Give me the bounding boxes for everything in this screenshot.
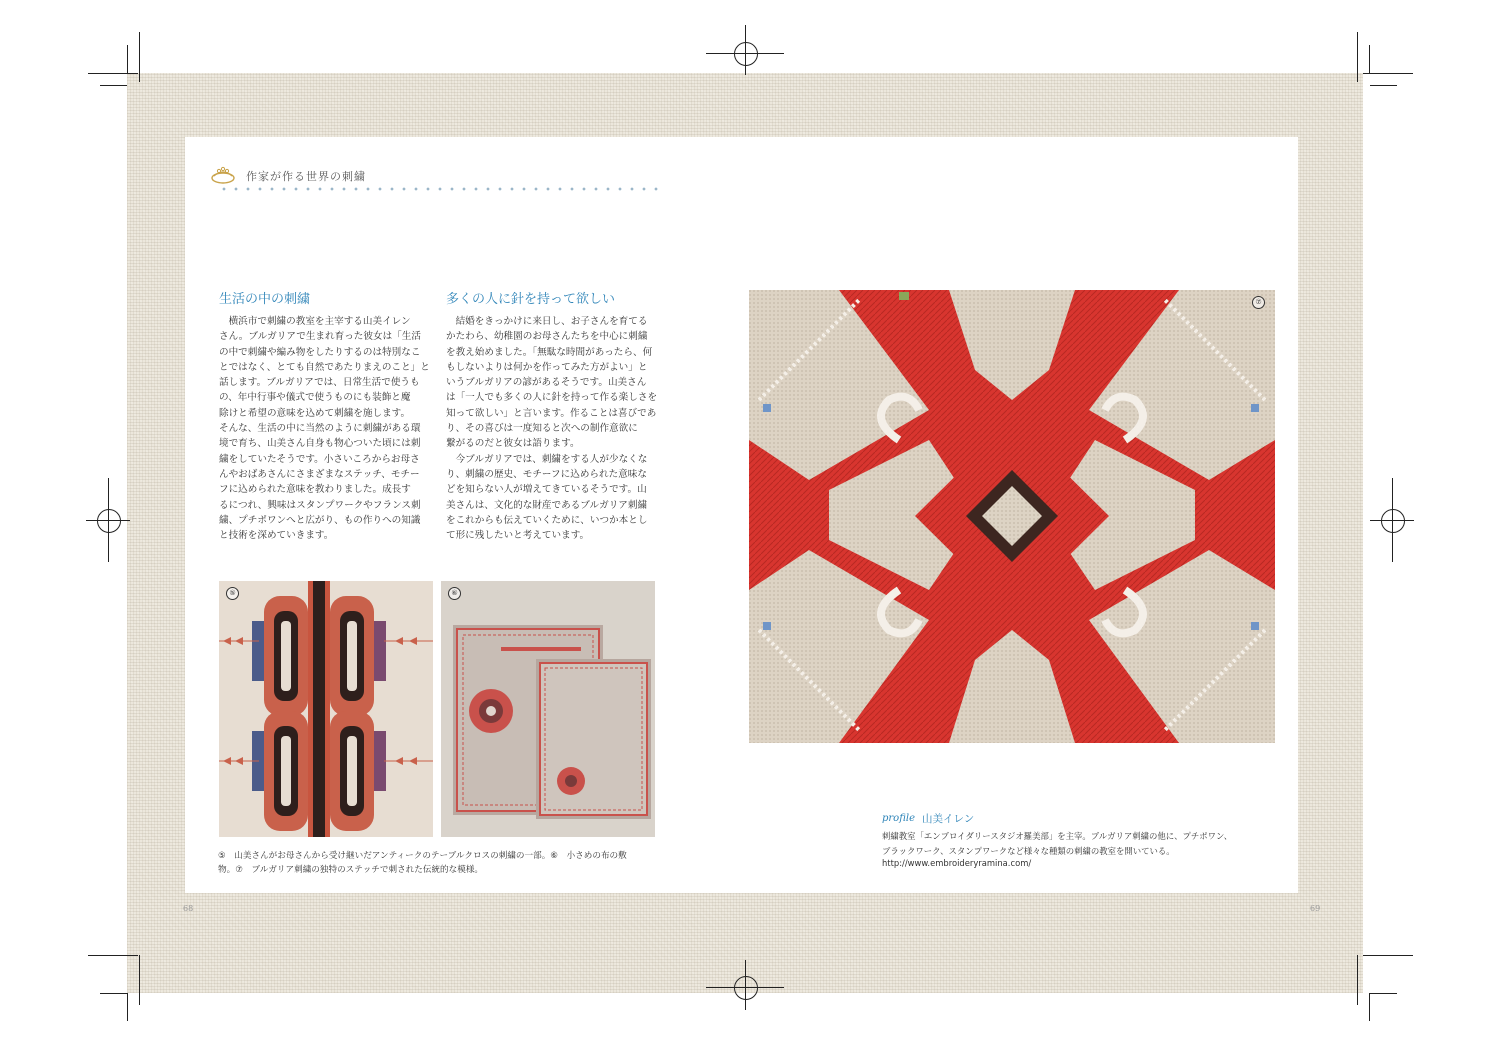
photo-number-7: ⑦ xyxy=(1252,296,1265,309)
section-title: 作家が作る世界の刺繍 xyxy=(246,170,366,183)
profile-label: profile xyxy=(882,813,915,824)
left-column-text: 横浜市で刺繍の教室を主宰する山美イレン さん。ブルガリアで生まれ育った彼女は「生活 の中で刺繍や編み物をしたりするのは特別なこ とではなく、とても自然であたりまえのこと」と 話します。ブルガリアでは、日常生活で使うも の、年中行事や儀式で使うものにも装飾と魔 除けと希望の意味を込めて刺繍を施します。 そんな、生活の中に当然のように刺繍がある環 境で育ち、山美さん自身も物心ついた頃には刺 繍をしていたそうです。小さいころからお母さ んやおばあさんにさまざまなステッチ、モチー フに込められた意味を教わりました。成長す るにつれ、興味はスタンプワークやフランス刺 繍、プチポワンへと広がり、もの作りへの知識 と技術を深めていきます。 xyxy=(219,316,430,542)
photo-number-6: ⑥ xyxy=(448,587,461,600)
left-column-heading: 生活の中の刺繍 xyxy=(219,292,311,307)
profile-website-link[interactable]: http://www.embroideryramina.com/ xyxy=(882,858,1032,868)
right-column-text: 結婚をきっかけに来日し、お子さんを育てる かたわら、幼稚園のお母さんたちを中心に刺繍 を教え始めました。「無駄な時間があったら、何 もしないよりは何かを作ってみた方がよい」と いうブルガリアの諺があるそうです。山美さん は「一人でも多くの人に針を持って作る楽しさを 知って欲しい」と言います。作ることは喜びであ り、その喜びは一度知ると次への制作意欲に 繋がるのだと彼女は語ります。 今ブルガリアでは、刺繍をする人が少なくな り、刺繍の歴史、モチーフに込められた意味な どを知らない人が増えてきているそうです。山 美さんは、文化的な財産であるブルガリア刺繍 をこれからも伝えていくために、いつか本とし て形に残したいと考えています。 xyxy=(446,316,658,542)
page-number-left: 68 xyxy=(183,904,194,913)
photo-tablecloth-detail xyxy=(219,581,433,837)
photo-number-5: ⑤ xyxy=(226,587,239,600)
dotted-divider xyxy=(218,187,658,191)
profile-description: 刺繍教室「エンブロイダリースタジオ羅美部」を主宰。ブルガリア刺繍の他に、プチポワン、 ブラックワーク、スタンプワークなど様々な種類の刺繍の教室を開いている。 xyxy=(882,831,1233,856)
photo-small-mats xyxy=(441,581,655,837)
photo-bulgarian-embroidery xyxy=(749,290,1275,743)
page-number-right: 69 xyxy=(1310,904,1321,913)
bowl-ornament-icon xyxy=(210,165,236,185)
profile-name: 山美イレン xyxy=(922,813,975,825)
photo-caption: ⑤ 山美さんがお母さんから受け継いだアンティークのテーブルクロスの刺繍の一部。⑥ 小さめの布の敷 物。⑦ ブルガリア刺繍の独特のステッチで刺された伝統的な模様。 xyxy=(218,851,627,875)
right-column-heading: 多くの人に針を持って欲しい xyxy=(446,292,616,307)
